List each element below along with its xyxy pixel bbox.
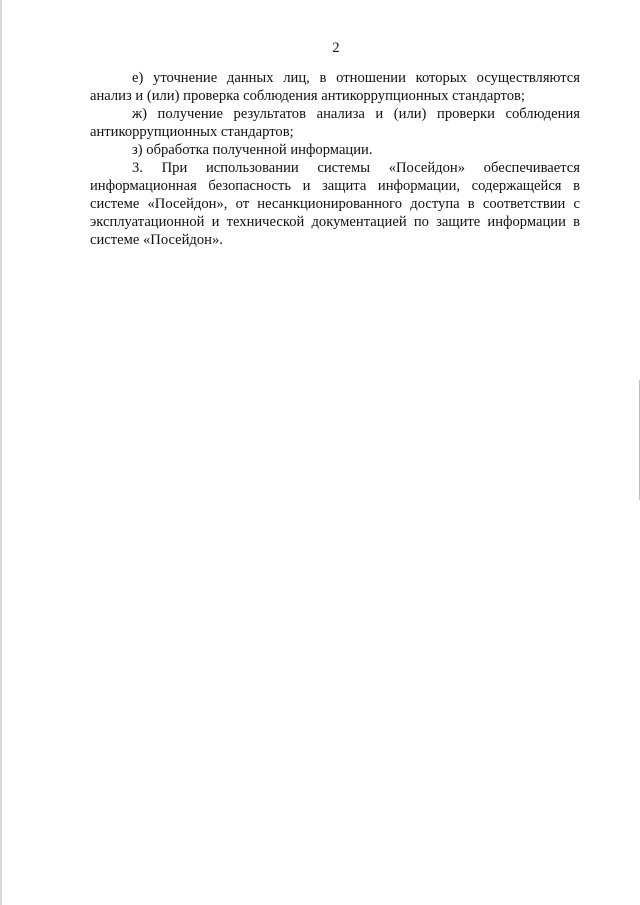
document-body (90, 69, 580, 249)
page-number: 2 (332, 40, 340, 56)
paragraph-item-e: е) уточнение данных лиц, в отношении которых осуществляются анализ и (или) проверка соблюдения антикоррупционных стандартов; (90, 70, 580, 104)
paragraph-item-zh: ж) получение результатов анализа и (или) проверки соблюдения антикоррупционных стандартов; (90, 106, 580, 140)
scan-edge-left (0, 0, 2, 905)
paragraph-item-z: з) обработка полученной информации. (132, 142, 373, 158)
paragraph-section-3: 3. При использовании системы «Посейдон» обеспечивается информационная безопасность и защита информации, содержащейся в системе «Посейдон», от несанкционированного доступа в соответствии с эксплуатационной и технической документацией по защите информации в системе «Посейдон». (90, 160, 580, 248)
